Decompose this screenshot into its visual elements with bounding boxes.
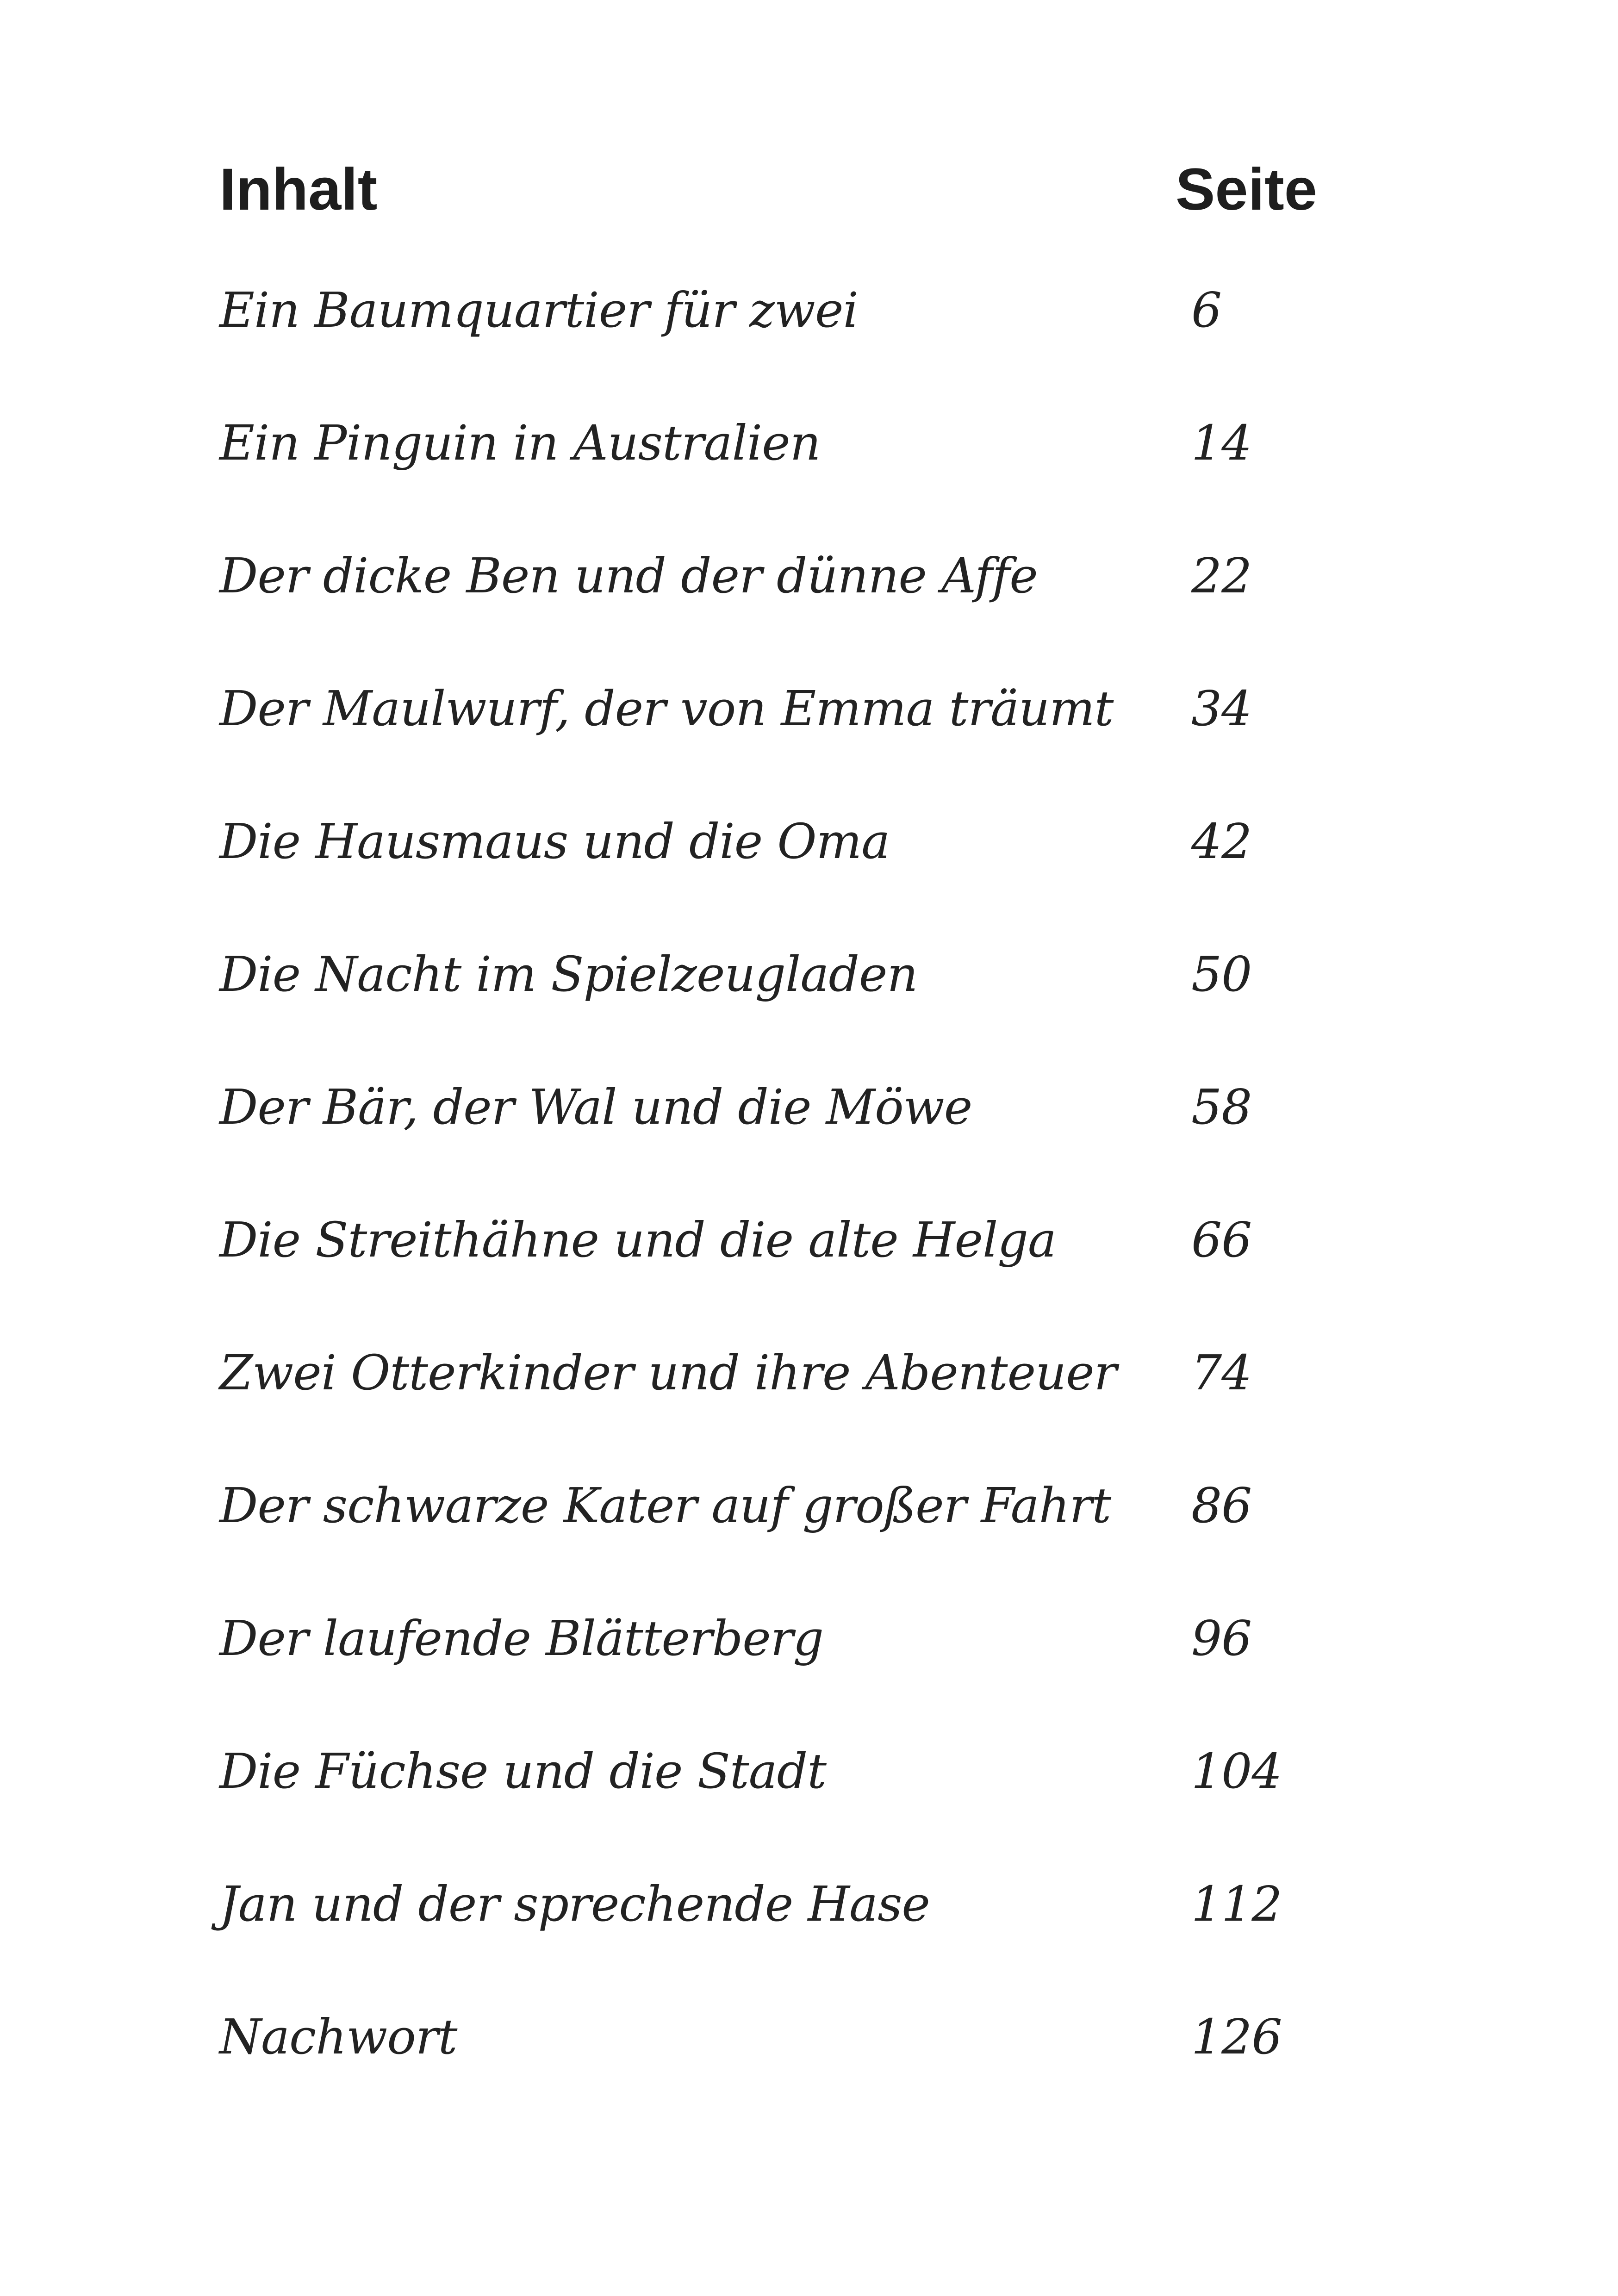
- toc-entry: [0, 539, 1618, 631]
- toc-entry: [0, 804, 1618, 897]
- entry-title: Nachwort: [219, 2009, 457, 2065]
- entry-page-number: 42: [1191, 813, 1252, 870]
- entry-title: Jan und der sprechende Hase: [219, 1876, 930, 1932]
- entry-page-number: 104: [1191, 1743, 1282, 1799]
- entry-title: Der schwarze Kater auf großer Fahrt: [219, 1477, 1111, 1534]
- entry-page-number: 74: [1191, 1344, 1252, 1401]
- entry-title: Der dicke Ben und der dünne Affe: [219, 548, 1038, 604]
- entry-page-number: 34: [1191, 680, 1252, 737]
- entry-title: Die Nacht im Spielzeugladen: [219, 946, 918, 1002]
- entry-page-number: 112: [1191, 1876, 1282, 1932]
- toc-heading: Inhalt: [219, 156, 378, 223]
- entry-title: Ein Baumquartier für zwei: [219, 282, 858, 338]
- entry-title: Die Streithähne und die alte Helga: [219, 1212, 1056, 1268]
- entry-page-number: 96: [1191, 1610, 1252, 1667]
- entry-page-number: 22: [1191, 548, 1252, 604]
- toc-entry: [0, 1468, 1618, 1561]
- entry-title: Der Bär, der Wal und die Möwe: [219, 1079, 972, 1135]
- entry-page-number: 58: [1191, 1079, 1252, 1135]
- toc-entry: [0, 1734, 1618, 1827]
- entry-title: Zwei Otterkinder und ihre Abenteuer: [219, 1344, 1117, 1401]
- toc-entry: [0, 406, 1618, 498]
- toc-entry: [0, 2000, 1618, 2092]
- toc-entry: [0, 1070, 1618, 1163]
- entry-title: Die Hausmaus und die Oma: [219, 813, 890, 870]
- entry-page-number: 14: [1191, 415, 1252, 471]
- toc-entries: [0, 273, 1618, 2124]
- toc-entry: [0, 1336, 1618, 1428]
- toc-entry: [0, 1867, 1618, 1960]
- entry-title: Ein Pinguin in Australien: [219, 415, 821, 471]
- entry-title: Der laufende Blätterberg: [219, 1610, 824, 1667]
- toc-entry: [0, 937, 1618, 1030]
- entry-page-number: 6: [1191, 282, 1222, 338]
- entry-page-number: 126: [1191, 2009, 1282, 2065]
- page-column-heading: Seite: [1176, 156, 1317, 223]
- toc-entry: [0, 273, 1618, 366]
- entry-page-number: 86: [1191, 1477, 1252, 1534]
- toc-entry: [0, 672, 1618, 764]
- entry-title: Der Maulwurf, der von Emma träumt: [219, 680, 1114, 737]
- entry-page-number: 50: [1191, 946, 1252, 1002]
- entry-title: Die Füchse und die Stadt: [219, 1743, 827, 1799]
- toc-header: [0, 153, 1618, 227]
- entry-page-number: 66: [1191, 1212, 1252, 1268]
- toc-entry: [0, 1203, 1618, 1295]
- toc-entry: [0, 1601, 1618, 1694]
